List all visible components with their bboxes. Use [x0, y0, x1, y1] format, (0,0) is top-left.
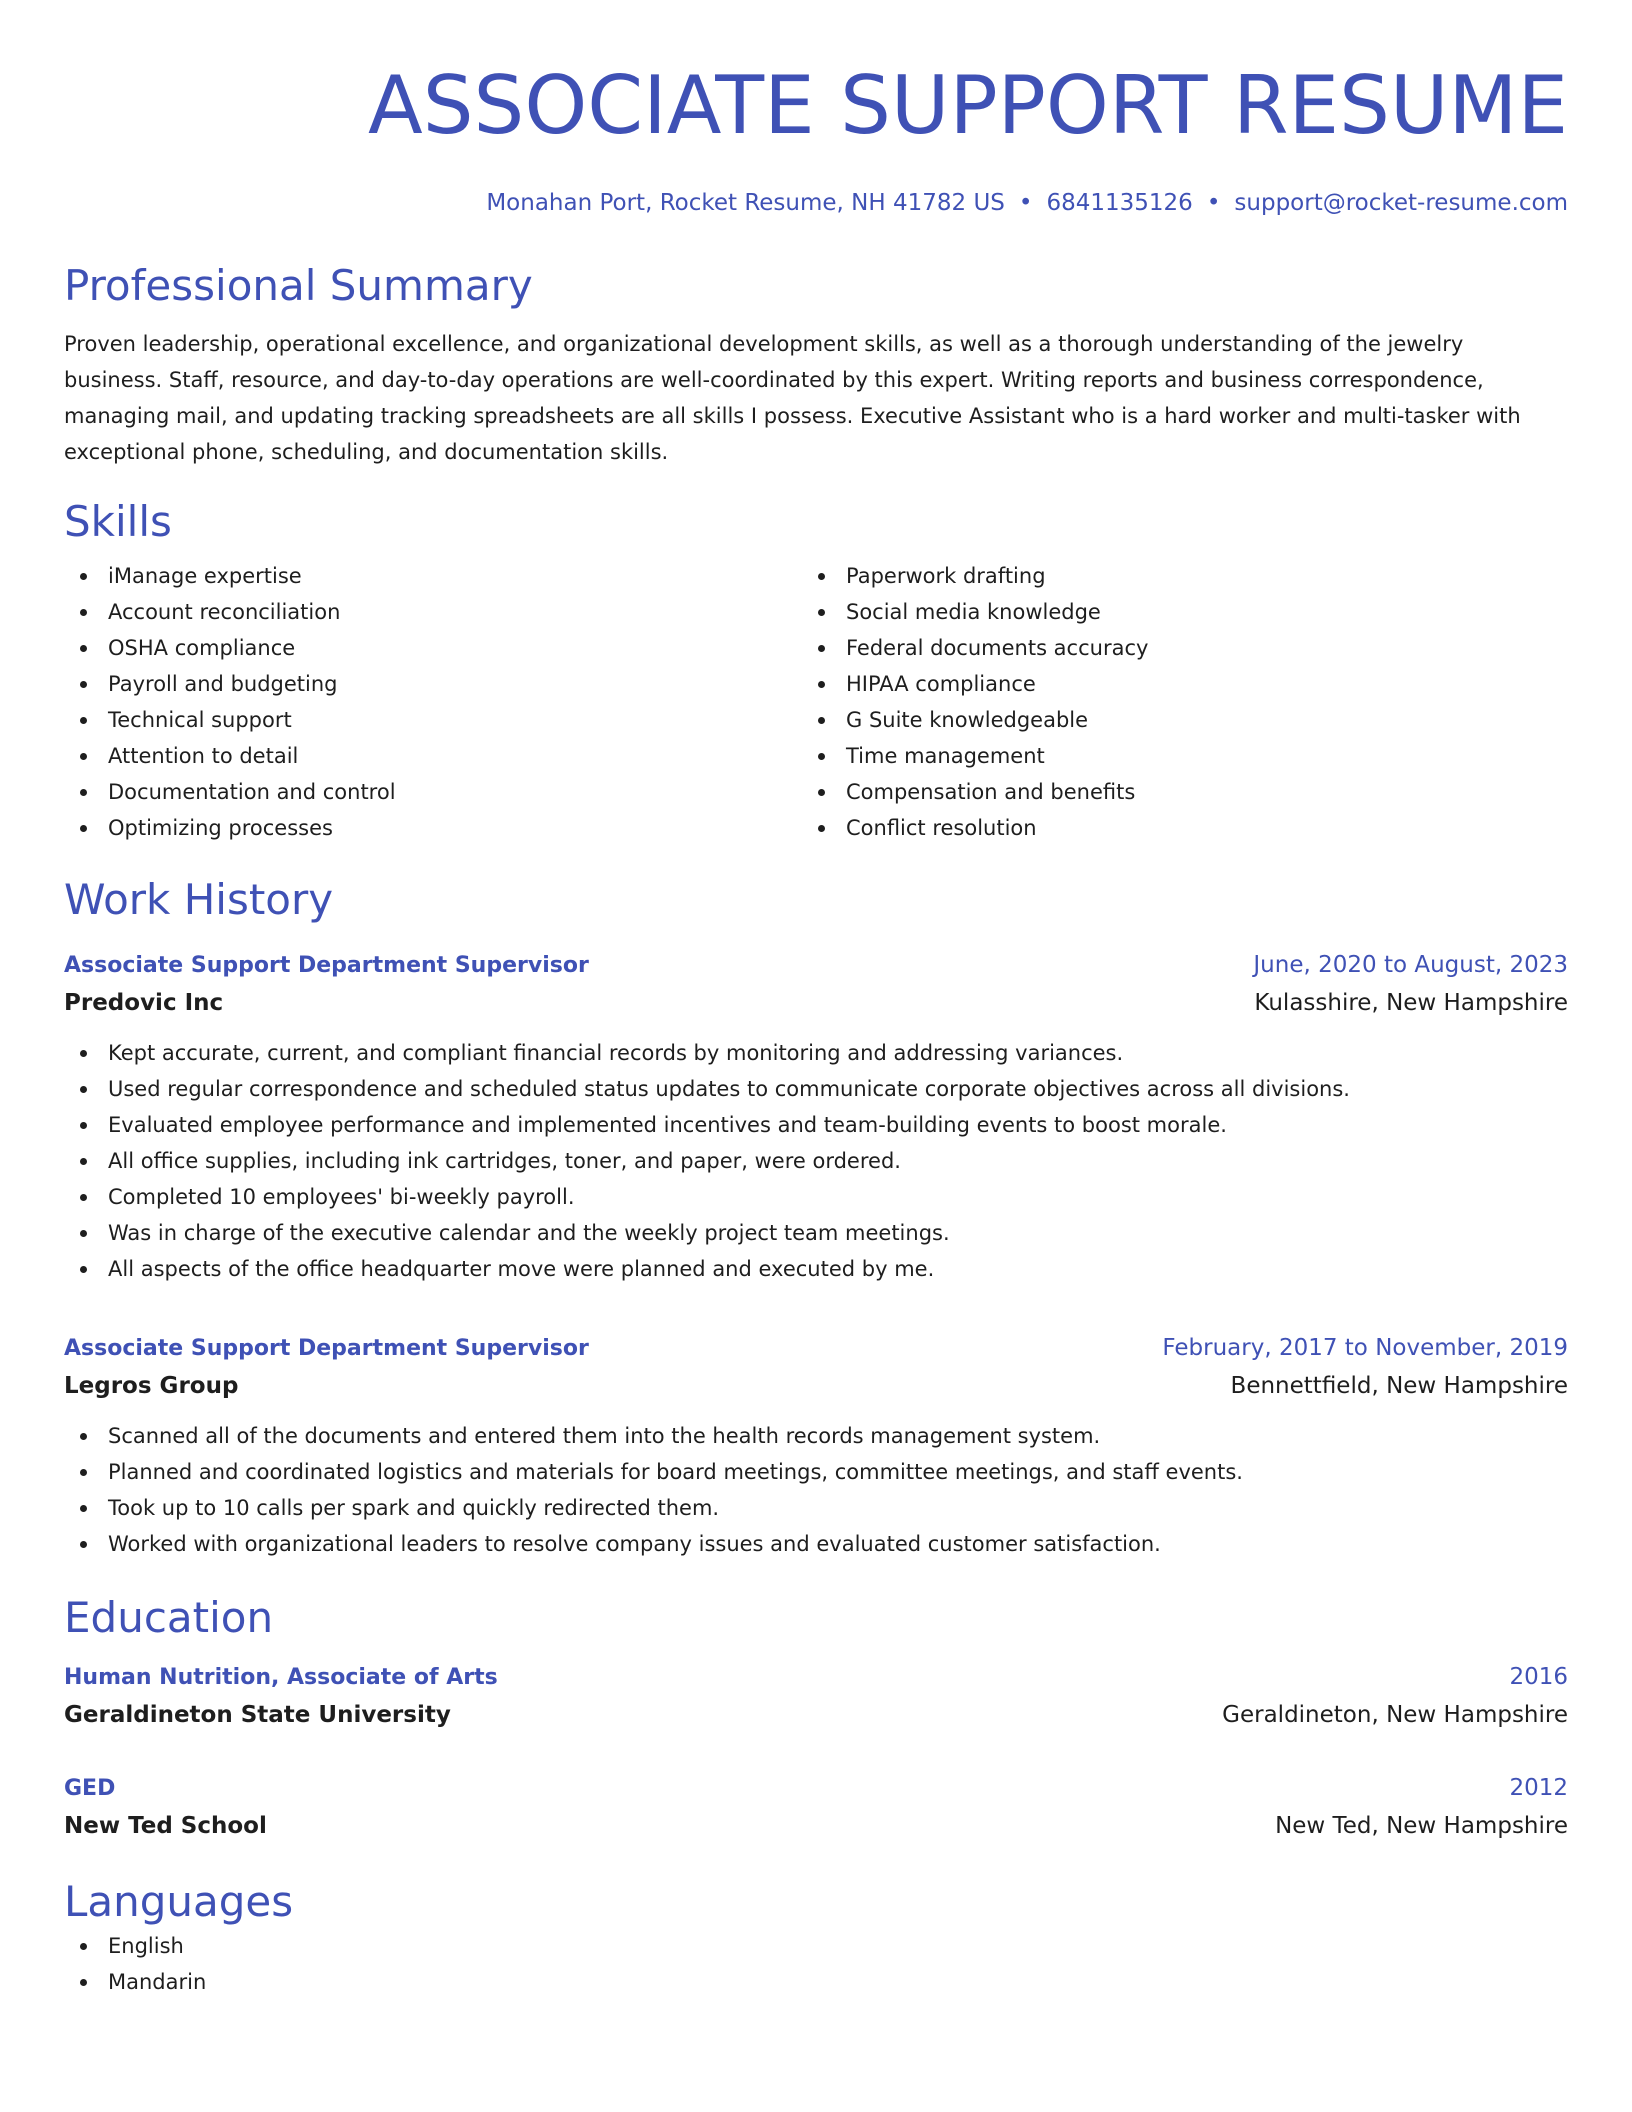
contact-separator: •: [1206, 190, 1221, 216]
contact-phone: 6841135126: [1046, 190, 1193, 216]
skills-grid: [64, 558, 1568, 846]
languages-heading: Languages: [64, 1877, 294, 1926]
skill-item: OSHA compliance: [64, 630, 802, 666]
job-dates: June, 2020 to August, 2023: [1253, 952, 1568, 978]
contact-separator: •: [1018, 190, 1033, 216]
summary-text: Proven leadership, operational excellence, and organizational development skills, as well as a thorough understanding of the jewelry business. Staff, resource, and day-to-day operations are well-coordinated by this expert. Writing reports and business correspondence, managing mail, and updating tracking spreadsheets are all skills I possess. Executive Assistant who is a hard worker and multi-tasker with exceptional phone, scheduling, and documentation skills.: [64, 332, 1521, 464]
job-role: Associate Support Department Supervisor: [64, 953, 589, 978]
job-title-row: [64, 948, 1568, 983]
job-bullets: [64, 1035, 1568, 1287]
education-location: New Ted, New Hampshire: [1275, 1813, 1568, 1839]
education-degree-row: [64, 1771, 1568, 1806]
work-history-heading: Work History: [64, 875, 334, 924]
job-title-row: [64, 1331, 1568, 1366]
skill-item: iManage expertise: [64, 558, 802, 594]
skill-item: G Suite knowledgeable: [802, 702, 1540, 738]
skills-list-left: [64, 558, 802, 846]
education-degree-row: [64, 1660, 1568, 1695]
skill-item: Federal documents accuracy: [802, 630, 1540, 666]
job-bullet: Worked with organizational leaders to resolve company issues and evaluated customer satisfaction.: [64, 1526, 1568, 1562]
job-entry: [64, 948, 1568, 1287]
skill-item: Social media knowledge: [802, 594, 1540, 630]
skill-item: Payroll and budgeting: [64, 666, 802, 702]
job-company-row: [64, 1366, 1568, 1406]
resume-title: ASSOCIATE SUPPORT RESUME: [368, 59, 1568, 152]
education-degree: Human Nutrition, Associate of Arts: [64, 1665, 498, 1690]
skills-heading: Skills: [64, 497, 172, 546]
skill-item: Optimizing processes: [64, 810, 802, 846]
job-role: Associate Support Department Supervisor: [64, 1336, 589, 1361]
job-company: Predovic Inc: [64, 990, 224, 1016]
skill-item: Paperwork drafting: [802, 558, 1540, 594]
skills-column-left: [64, 558, 802, 846]
education-year: 2012: [1509, 1775, 1568, 1801]
skill-item: Technical support: [64, 702, 802, 738]
skill-item: Conflict resolution: [802, 810, 1540, 846]
job-location: Bennettfield, New Hampshire: [1230, 1373, 1568, 1399]
skills-list-right: [802, 558, 1540, 846]
job-bullet: Took up to 10 calls per spark and quickly redirected them.: [64, 1490, 1568, 1526]
education-entry: [64, 1771, 1568, 1846]
job-bullet: Was in charge of the executive calendar and the weekly project team meetings.: [64, 1215, 1568, 1251]
contact-email: support@rocket-resume.com: [1234, 190, 1568, 216]
contact-line: [64, 188, 1568, 218]
education-degree: GED: [64, 1776, 116, 1801]
job-company: Legros Group: [64, 1373, 239, 1399]
job-bullets: [64, 1418, 1568, 1562]
education-location: Geraldineton, New Hampshire: [1222, 1702, 1568, 1728]
job-dates: February, 2017 to November, 2019: [1162, 1335, 1568, 1361]
job-company-row: [64, 983, 1568, 1023]
skill-item: Account reconciliation: [64, 594, 802, 630]
skill-item: Compensation and benefits: [802, 774, 1540, 810]
education-heading: Education: [64, 1593, 274, 1642]
job-bullet: Scanned all of the documents and entered them into the health records management system.: [64, 1418, 1568, 1454]
job-bullet: Evaluated employee performance and implemented incentives and team-building events to boost morale.: [64, 1107, 1568, 1143]
job-entry: [64, 1331, 1568, 1562]
languages-list: [64, 1928, 1568, 2000]
resume-header: [64, 58, 1568, 218]
contact-address: Monahan Port, Rocket Resume, NH 41782 US: [486, 190, 1005, 216]
job-bullet: All aspects of the office headquarter move were planned and executed by me.: [64, 1251, 1568, 1287]
skill-item: HIPAA compliance: [802, 666, 1540, 702]
education-entry: [64, 1660, 1568, 1735]
education-school: New Ted School: [64, 1813, 267, 1839]
job-bullet: Completed 10 employees' bi-weekly payroll.: [64, 1179, 1568, 1215]
education-school-row: [64, 1695, 1568, 1735]
job-bullet: Used regular correspondence and scheduled status updates to communicate corporate objectives across all divisions.: [64, 1071, 1568, 1107]
education-school: Geraldineton State University: [64, 1702, 451, 1728]
skill-item: Documentation and control: [64, 774, 802, 810]
education-year: 2016: [1509, 1664, 1568, 1690]
skill-item: Attention to detail: [64, 738, 802, 774]
education-school-row: [64, 1806, 1568, 1846]
skill-item: Time management: [802, 738, 1540, 774]
language-item: English: [64, 1928, 1568, 1964]
skills-column-right: [802, 558, 1540, 846]
job-bullet: Planned and coordinated logistics and materials for board meetings, committee meetings, and staff events.: [64, 1454, 1568, 1490]
job-bullet: All office supplies, including ink cartridges, toner, and paper, were ordered.: [64, 1143, 1568, 1179]
language-item: Mandarin: [64, 1964, 1568, 2000]
summary-heading: Professional Summary: [64, 261, 533, 310]
job-location: Kulasshire, New Hampshire: [1254, 990, 1568, 1016]
job-bullet: Kept accurate, current, and compliant financial records by monitoring and addressing variances.: [64, 1035, 1568, 1071]
